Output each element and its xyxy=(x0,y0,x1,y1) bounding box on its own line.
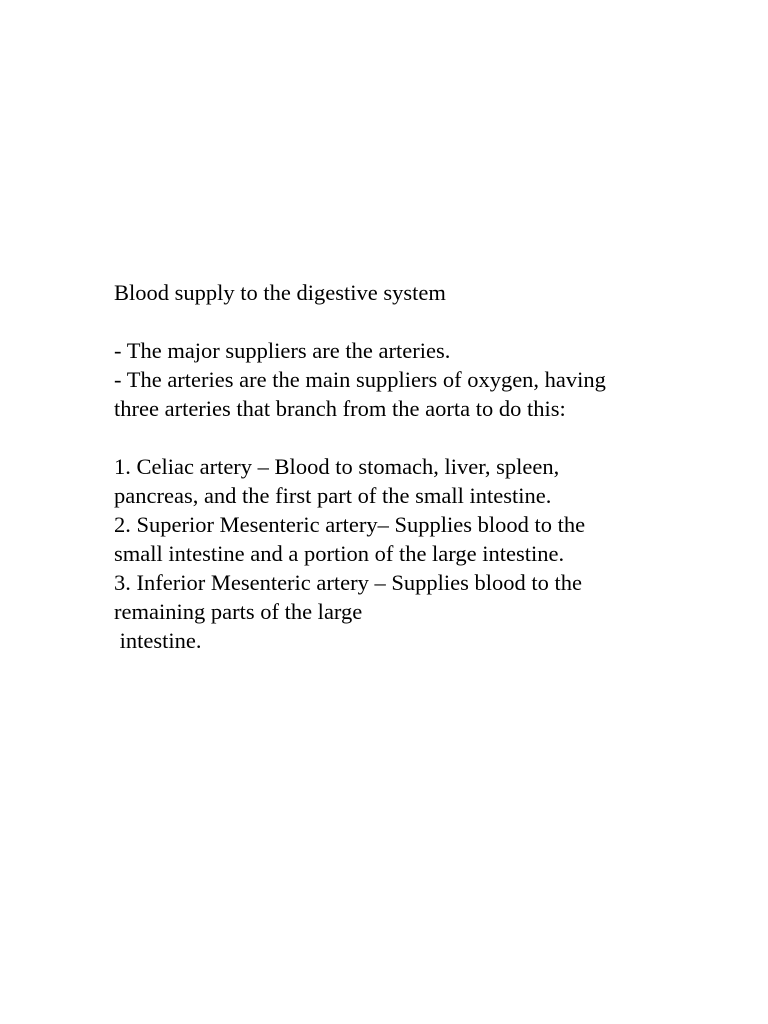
blank-line xyxy=(114,307,674,336)
list-item-line: remaining parts of the large xyxy=(114,599,363,624)
list-item-line: 3. Inferior Mesenteric artery – Supplies blood to the xyxy=(114,570,582,595)
blank-line xyxy=(114,423,674,452)
list-item-line: intestine. xyxy=(114,628,202,653)
document-title: Blood supply to the digestive system xyxy=(114,280,446,305)
intro-line: three arteries that branch from the aorta to do this: xyxy=(114,396,566,421)
list-item-line: pancreas, and the first part of the small intestine. xyxy=(114,483,552,508)
list-item-line: small intestine and a portion of the large intestine. xyxy=(114,541,565,566)
list-item-line: 1. Celiac artery – Blood to stomach, liver, spleen, xyxy=(114,454,560,479)
document-body xyxy=(114,278,674,655)
intro-line: - The major suppliers are the arteries. xyxy=(114,338,451,363)
list-item-line: 2. Superior Mesenteric artery– Supplies blood to the xyxy=(114,512,586,537)
intro-line: - The arteries are the main suppliers of oxygen, having xyxy=(114,367,606,392)
